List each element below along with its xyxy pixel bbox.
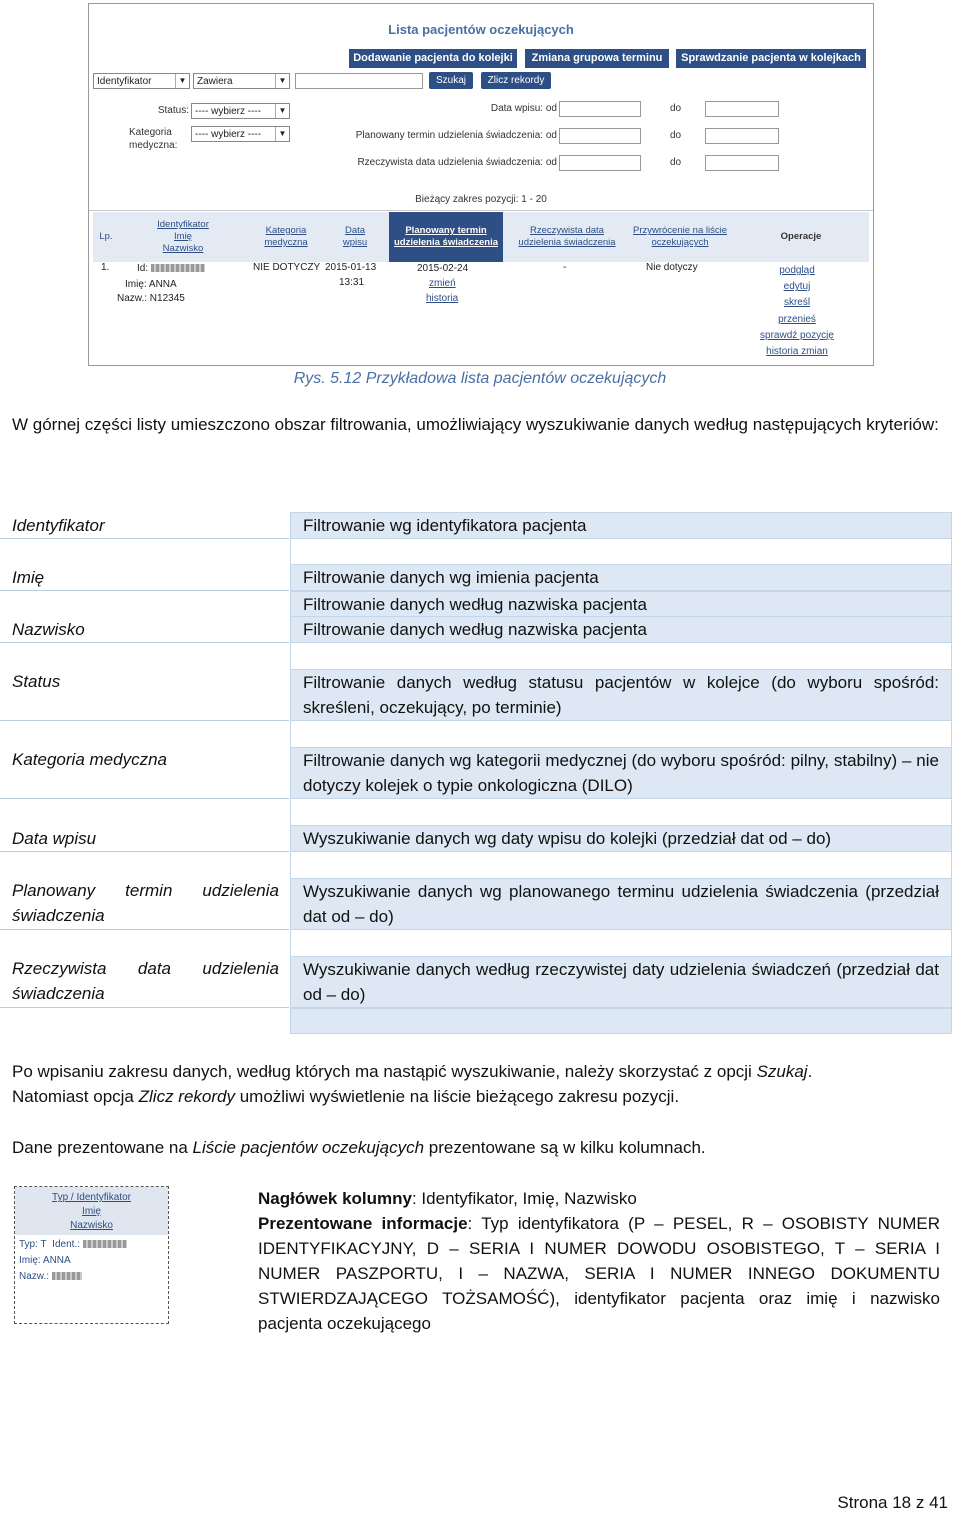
preview-surname: Nazw.:: [19, 1271, 82, 1282]
search-button[interactable]: Szukaj: [429, 72, 473, 89]
planned-to-input[interactable]: [705, 128, 779, 144]
column-preview-header: Typ / Identyfikator Imię Nazwisko: [15, 1187, 168, 1235]
op-view-link[interactable]: podgląd: [779, 265, 815, 276]
paragraph-columns: Dane prezentowane na Liście pacjentów oczekujących prezentowane są w kilku kolumnach.: [12, 1138, 706, 1157]
criterion-desc: Filtrowanie danych wg kategorii medycznej (do wyboru spośród: pilny, stabilny) – nie dotyczy kolejek o typie onkologiczna (DILO): [290, 747, 952, 799]
column-description: [258, 1186, 940, 1336]
criterion-desc: Wyszukiwanie danych wg daty wpisu do kolejki (przedział dat od – do): [290, 825, 952, 852]
table-header: [93, 212, 869, 262]
column-preview-figure: [14, 1186, 169, 1324]
col-entry-date[interactable]: Data wpisu: [342, 225, 368, 248]
criterion-name: Status: [0, 669, 289, 721]
date-entry-to-input[interactable]: [705, 101, 779, 117]
category-select[interactable]: [191, 126, 290, 142]
op-remove-link[interactable]: skreśl: [783, 297, 811, 309]
planned-label: Planowany termin udzielenia świadczenia: od: [355, 130, 557, 141]
history-link[interactable]: historia: [426, 293, 459, 304]
column-header-value: : Identyfikator, Imię, Nazwisko: [411, 1189, 637, 1208]
list-title: Lista pacjentów oczekujących: [388, 22, 574, 37]
screenshot-figure: [88, 3, 874, 366]
col-identifier[interactable]: Identyfikator Imię Nazwisko: [157, 219, 209, 254]
divider: [89, 210, 873, 211]
criterion-desc: Filtrowanie wg identyfikatora pacjenta: [290, 512, 952, 539]
count-option: Zlicz rekordy: [138, 1087, 235, 1106]
op-edit-link[interactable]: edytuj: [783, 281, 811, 293]
column-info-value: : Typ identyfikatora (P – PESEL, R – OSOBISTY NUMER IDENTYFIKACYJNY, D – SERIA I NUMER DOWODU OSOBISTEGO, T – SERIA I NUMER PASZPORTU, I – NAZWA, SERIA I NUMER INNEGO DOKUMENTU STWIERDZAJĄCEGO TOŻSAMOŚĆ), identyfikator pacjenta oraz imię i nazwisko pacjenta oczekującego: [258, 1214, 940, 1333]
add-patient-button[interactable]: Dodawanie pacjenta do kolejki: [349, 49, 517, 68]
change-link[interactable]: zmień: [429, 278, 456, 289]
blurred-id: [151, 264, 205, 272]
search-option: Szukaj: [756, 1062, 808, 1081]
op-check-position-link[interactable]: sprawdź pozycję: [760, 329, 834, 341]
date-entry-from-input[interactable]: [559, 101, 641, 117]
criterion-name: Rzeczywista data udzielenia świadczenia: [0, 956, 289, 1008]
criterion-desc: Filtrowanie danych według nazwiska pacjenta: [290, 616, 952, 643]
criteria-table: [0, 512, 952, 1034]
check-patient-button[interactable]: Sprawdzanie pacjenta w kolejkach: [676, 49, 866, 68]
preview-name: Imię: ANNA: [19, 1255, 71, 1266]
category-label: Kategoria medyczna:: [129, 127, 178, 151]
paragraph-search: Po wpisaniu zakresu danych, według których ma nastąpić wyszukiwanie, należy skorzystać z opcji Szukaj. Natomiast opcja Zlicz rekordy umożliwi wyświetlenie na liście bieżącego zakresu pozycji.: [12, 1062, 813, 1106]
blurred-surname: [52, 1272, 82, 1280]
row-operations: [749, 263, 845, 360]
row-restore: Nie dotyczy: [646, 262, 698, 273]
criterion-desc: Filtrowanie danych według statusu pacjentów w kolejce (do wyboru spośród: skreśleni, oczekujący, po terminie): [290, 669, 952, 721]
criterion-name: Identyfikator: [0, 512, 289, 539]
current-range: Bieżący zakres pozycji: 1 - 20: [415, 194, 547, 205]
status-select[interactable]: [191, 103, 290, 119]
status-label: Status:: [157, 105, 189, 116]
criterion-name: Nazwisko: [0, 616, 289, 643]
filter-text-input[interactable]: [295, 73, 423, 89]
table-footer-row: [290, 1008, 952, 1034]
row-planned-date: 2015-02-24: [417, 263, 469, 274]
column-info-label: Prezentowane informacje: [258, 1214, 468, 1233]
criterion-name: Planowany termin udzielenia świadczenia: [0, 878, 289, 930]
actual-label: Rzeczywista data udzielenia świadczenia: od: [357, 157, 557, 168]
criterion-desc: Wyszukiwanie danych według rzeczywistej daty udzielenia świadczeń (przedział dat od – do): [290, 956, 952, 1008]
filter-field-select[interactable]: [93, 73, 190, 89]
col-restore[interactable]: Przywrócenie na liście oczekujących: [633, 225, 727, 248]
col-category[interactable]: Kategoria medyczna: [264, 225, 308, 248]
col-actual[interactable]: Rzeczywista data udzielenia świadczenia: [518, 225, 616, 248]
chevron-down-icon: ▼: [275, 104, 289, 118]
actual-from-input[interactable]: [559, 155, 641, 171]
chevron-down-icon: ▼: [175, 74, 189, 88]
to-label: do: [670, 103, 682, 114]
intro-paragraph: W górnej części listy umieszczono obszar filtrowania, umożliwiający wyszukiwanie danych według następujących kryteriów:: [12, 415, 939, 434]
row-actual: -: [563, 262, 567, 273]
count-records-button[interactable]: Zlicz rekordy: [481, 72, 551, 89]
preview-type: Typ: T Ident.:: [19, 1239, 127, 1250]
op-move-link[interactable]: przenieś: [778, 313, 816, 325]
figure-caption: Rys. 5.12 Przykładowa lista pacjentów oczekujących: [293, 370, 667, 387]
row-entry-time: 13:31: [339, 277, 365, 288]
planned-from-input[interactable]: [559, 128, 641, 144]
criterion-desc: Wyszukiwanie danych wg planowanego terminu udzielenia świadczenia (przedział dat od – do): [290, 878, 952, 930]
status-value: ---- wybierz ----: [195, 106, 262, 117]
criterion-desc: Filtrowanie danych wg imienia pacjenta: [290, 564, 952, 591]
col-lp: Lp.: [99, 231, 113, 242]
filter-operator-value: Zawiera: [197, 76, 233, 87]
date-entry-label: Data wpisu: od: [490, 103, 557, 114]
op-change-history-link[interactable]: historia zmian: [766, 346, 828, 358]
row-id: Id:: [137, 263, 205, 274]
blurred-id: [83, 1240, 127, 1248]
to-label: do: [670, 130, 682, 141]
row-entry-date: 2015-01-13: [325, 262, 377, 273]
criterion-name: Data wpisu: [0, 825, 289, 852]
row-surname: Nazw.: N12345: [117, 293, 185, 304]
row-lp: 1.: [101, 262, 110, 273]
criterion-desc: Filtrowanie danych według nazwiska pacjenta: [290, 591, 952, 618]
col-planned[interactable]: Planowany termin udzielenia świadczenia: [389, 212, 503, 262]
actual-to-input[interactable]: [705, 155, 779, 171]
to-label: do: [670, 157, 682, 168]
col-operations: Operacje: [780, 231, 822, 242]
page-number: Strona 18 z 41: [837, 1493, 948, 1512]
filter-operator-select[interactable]: [193, 73, 290, 89]
category-value: ---- wybierz ----: [195, 129, 262, 140]
column-header-label: Nagłówek kolumny: [258, 1189, 412, 1208]
group-change-button[interactable]: Zmiana grupowa terminu: [525, 49, 669, 68]
row-category: NIE DOTYCZY: [253, 262, 321, 273]
criterion-name: Kategoria medyczna: [0, 747, 289, 799]
filter-field-value: Identyfikator: [97, 76, 152, 87]
chevron-down-icon: ▼: [275, 127, 289, 141]
row-name: Imię: ANNA: [125, 279, 177, 290]
criterion-name: Imię: [0, 564, 289, 591]
chevron-down-icon: ▼: [275, 74, 289, 88]
list-name: Liście pacjentów oczekujących: [192, 1138, 425, 1157]
